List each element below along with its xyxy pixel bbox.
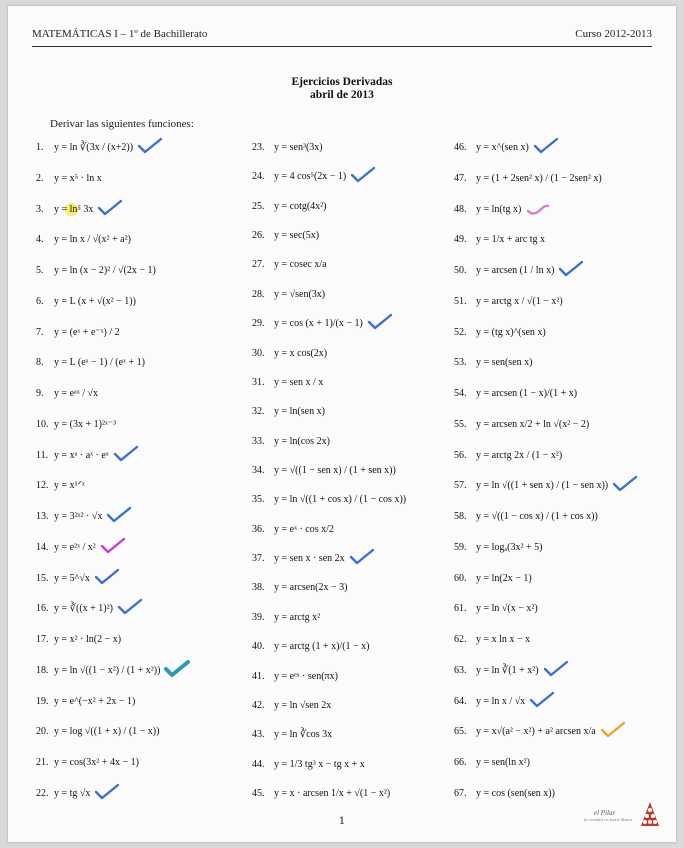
exercise-formula: y = x · arcsen 1/x + √(1 − x²) xyxy=(274,788,391,799)
exercise-item xyxy=(36,419,116,431)
pilar-logo-icon xyxy=(640,801,660,827)
exercise-number: 22. xyxy=(36,788,49,799)
exercise-number: 64. xyxy=(454,695,467,707)
checkmark-icon xyxy=(113,445,139,463)
checkmark-icon xyxy=(533,137,559,155)
exercise-number: 67. xyxy=(454,788,467,799)
exercise-item xyxy=(454,726,596,738)
exercise-item xyxy=(36,173,102,185)
exercise-formula: y = ln x / √x xyxy=(476,695,526,707)
exercise-item xyxy=(454,142,529,154)
exercise-number: 62. xyxy=(454,634,467,646)
checkmark-icon xyxy=(94,783,120,801)
checkmark-icon xyxy=(97,199,123,217)
exercise-number: 58. xyxy=(454,511,467,523)
exercise-formula: y = arcsen x/2 + ln √(x² − 2) xyxy=(476,418,590,430)
exercise-item xyxy=(252,201,327,213)
exercise-number: 50. xyxy=(454,265,467,277)
document-title xyxy=(8,76,676,102)
exercise-formula: y = ln x / √(x² + a²) xyxy=(54,234,131,246)
exercise-number: 36. xyxy=(252,523,265,535)
exercise-item xyxy=(454,204,521,216)
exercise-item xyxy=(454,234,545,246)
exercise-formula: y = ln √((1 + sen x) / (1 − sen x)) xyxy=(476,480,609,492)
exercise-formula: y = log √((1 + x) / (1 − x)) xyxy=(54,726,160,738)
exercise-formula: y = ∛((x + 1)²) xyxy=(54,603,113,615)
exercise-formula: y = sen x / x xyxy=(274,376,324,388)
exercise-number: 33. xyxy=(252,435,265,447)
exercise-formula: y = e^(−x² + 2x − 1) xyxy=(54,695,136,707)
checkmark-icon xyxy=(100,537,126,555)
exercise-number: 57. xyxy=(454,480,467,492)
exercise-item xyxy=(252,582,347,594)
exercise-number: 45. xyxy=(252,788,265,799)
checkmark-icon xyxy=(612,475,638,493)
exercise-number: 9. xyxy=(36,388,44,400)
checkmark-icon xyxy=(350,166,376,184)
exercise-item xyxy=(454,511,598,523)
exercise-item xyxy=(454,357,532,369)
exercise-formula: y = cosec x/a xyxy=(274,259,327,271)
exercise-formula: y = arctg x² xyxy=(274,611,321,623)
exercise-formula: y = ln(cos 2x) xyxy=(274,435,330,447)
exercise-item xyxy=(36,603,113,615)
exercise-item xyxy=(252,553,345,565)
school-logo xyxy=(584,801,662,829)
title-line-2: abril de 2013 xyxy=(310,89,374,101)
exercise-item xyxy=(454,327,546,339)
exercise-formula: y = (3x + 1)²ˣ⁻³ xyxy=(54,418,117,430)
exercise-formula: y = L (eˣ − 1) / (eˣ + 1) xyxy=(54,357,145,369)
checkmark-icon xyxy=(525,199,551,217)
header-rule xyxy=(32,46,652,47)
exercise-formula: y = arctg 2x / (1 − x²) xyxy=(476,449,563,461)
exercise-formula: y = eᵉˣ · sen(πx) xyxy=(274,670,338,682)
exercise-item xyxy=(36,327,120,339)
exercise-number: 26. xyxy=(252,230,265,242)
exercise-number: 38. xyxy=(252,582,265,594)
exercise-item xyxy=(454,388,577,400)
exercise-formula: y = sen(sen x) xyxy=(476,357,533,369)
exercise-item xyxy=(36,204,93,216)
exercise-item xyxy=(36,696,135,708)
exercise-formula: y = cos(3x² + 4x − 1) xyxy=(54,757,139,769)
checkmark-icon xyxy=(529,691,555,709)
checkmark-icon xyxy=(558,260,584,278)
exercise-number: 61. xyxy=(454,603,467,615)
exercise-item xyxy=(36,757,139,769)
exercise-number: 25. xyxy=(252,200,265,212)
exercise-formula: y = x cos(2x) xyxy=(274,347,328,359)
document-page xyxy=(8,6,676,842)
exercise-number: 59. xyxy=(454,541,467,553)
exercise-number: 44. xyxy=(252,758,265,770)
exercise-number: 43. xyxy=(252,729,265,741)
exercise-number: 5. xyxy=(36,265,44,277)
exercise-item xyxy=(454,173,602,185)
exercise-item xyxy=(36,234,131,246)
exercise-item xyxy=(252,142,323,154)
exercise-formula: y = ln (x − 2)² / √(2x − 1) xyxy=(54,265,156,277)
exercise-item xyxy=(252,259,327,271)
exercise-number: 27. xyxy=(252,259,265,271)
exercise-item xyxy=(252,759,365,771)
exercise-item xyxy=(36,265,156,277)
exercise-number: 17. xyxy=(36,634,49,646)
exercise-number: 14. xyxy=(36,541,49,553)
exercise-formula: y = 1/3 tg³ x − tg x + x xyxy=(274,758,365,770)
exercise-formula: y = logₐ(3x² + 5) xyxy=(476,541,543,553)
exercise-formula: y = ln(tg x) xyxy=(476,203,522,215)
checkmark-icon xyxy=(600,721,626,739)
exercise-formula: y = cotg(4x²) xyxy=(274,200,327,212)
exercise-formula: y = ln⁵ 3x xyxy=(54,203,94,215)
exercise-number: 63. xyxy=(454,664,467,676)
exercise-number: 47. xyxy=(454,172,467,184)
exercise-formula: y = sec(5x) xyxy=(274,230,320,242)
exercise-number: 15. xyxy=(36,572,49,584)
exercise-number: 6. xyxy=(36,295,44,307)
exercise-number: 34. xyxy=(252,465,265,476)
exercise-number: 24. xyxy=(252,171,265,183)
exercise-formula: y = arctg (1 + x)/(1 − x) xyxy=(274,641,370,653)
exercise-number: 3. xyxy=(36,203,44,215)
exercise-number: 21. xyxy=(36,757,49,769)
exercise-formula: y = √sen(3x) xyxy=(274,288,326,300)
exercise-formula: y = x^(sen x) xyxy=(476,142,529,153)
exercise-item xyxy=(36,542,96,554)
exercise-item xyxy=(454,603,538,615)
exercise-number: 40. xyxy=(252,641,265,653)
exercise-item xyxy=(454,480,608,492)
exercise-formula: y = ln √(x − x²) xyxy=(476,603,538,615)
exercise-item xyxy=(252,348,327,360)
exercise-number: 11. xyxy=(36,449,49,461)
exercise-formula: y = e²ˣ / x² xyxy=(54,541,96,553)
exercise-formula: y = x¹ᐟˣ xyxy=(54,480,85,492)
exercise-item xyxy=(252,436,330,448)
exercise-item xyxy=(36,634,121,646)
exercise-formula: y = ln ∛(3x / (x+2)) xyxy=(54,142,134,153)
title-line-1: Ejercicios Derivadas xyxy=(291,76,393,88)
exercise-item xyxy=(36,665,160,677)
exercise-number: 13. xyxy=(36,511,49,523)
exercise-number: 48. xyxy=(454,203,467,215)
exercise-formula: y = ln √((1 − x²) / (1 + x²)) xyxy=(54,664,161,676)
exercise-formula: y = xᵃ · aˣ · eˣ xyxy=(54,449,109,461)
exercise-number: 12. xyxy=(36,480,49,492)
exercise-item xyxy=(36,511,102,523)
exercise-item xyxy=(36,357,145,369)
exercise-formula: y = 5^√x xyxy=(54,572,90,584)
checkmark-icon xyxy=(94,568,120,586)
checkmark-icon xyxy=(349,548,375,566)
exercise-formula: y = cos (x + 1)/(x − 1) xyxy=(274,318,363,330)
exercise-item xyxy=(454,665,539,677)
exercise-number: 37. xyxy=(252,553,265,565)
exercise-formula: y = 4 cos⁵(2x − 1) xyxy=(274,171,347,183)
logo-name: el Pilar xyxy=(594,809,616,817)
exercise-item xyxy=(252,171,346,183)
exercise-number: 32. xyxy=(252,406,265,418)
exercise-item xyxy=(252,406,325,418)
exercise-formula: y = sen(ln x²) xyxy=(476,757,530,769)
exercise-item xyxy=(454,696,525,708)
exercise-item xyxy=(36,573,90,585)
exercise-formula: y = x² · ln(2 − x) xyxy=(54,634,122,646)
exercise-formula: y = ln(2x − 1) xyxy=(476,572,532,584)
exercise-formula: y = L (x + √(x² − 1)) xyxy=(54,295,136,307)
exercise-formula: y = ln ∛(1 + x²) xyxy=(476,664,539,676)
exercise-formula: y = eᵃˣ / √x xyxy=(54,388,98,400)
exercise-item xyxy=(252,289,325,301)
exercise-item xyxy=(454,296,563,308)
exercise-number: 7. xyxy=(36,326,44,338)
checkmark-icon xyxy=(543,660,569,678)
exercise-number: 4. xyxy=(36,234,44,246)
checkmark-icon xyxy=(106,506,132,524)
exercise-formula: y = sen x · sen 2x xyxy=(274,553,345,565)
exercise-number: 31. xyxy=(252,376,265,388)
exercise-item xyxy=(252,788,390,800)
exercise-number: 66. xyxy=(454,757,467,769)
exercise-number: 54. xyxy=(454,388,467,400)
exercise-formula: y = x ln x − x xyxy=(476,634,531,646)
exercise-number: 46. xyxy=(454,142,467,153)
exercise-item xyxy=(36,388,98,400)
exercise-number: 19. xyxy=(36,695,49,707)
exercise-number: 23. xyxy=(252,142,265,153)
exercise-formula: y = 3²ˣ² · √x xyxy=(54,511,103,523)
exercise-number: 53. xyxy=(454,357,467,369)
exercise-formula: y = arcsen(2x − 3) xyxy=(274,582,348,594)
exercise-number: 16. xyxy=(36,603,49,615)
exercise-item xyxy=(454,757,530,769)
exercise-item xyxy=(36,450,109,462)
exercise-number: 2. xyxy=(36,172,44,184)
exercise-number: 65. xyxy=(454,726,467,738)
page-number: 1 xyxy=(338,816,346,827)
exercise-formula: y = eˣ · cos x/2 xyxy=(274,523,334,535)
exercise-item xyxy=(252,524,334,536)
exercise-formula: y = arctg x / √(1 − x²) xyxy=(476,295,563,307)
exercise-formula: y = x√(a² − x²) + a² arcsen x/a xyxy=(476,726,596,738)
exercise-number: 28. xyxy=(252,288,265,300)
exercise-number: 10. xyxy=(36,418,49,430)
header-school-year: Curso 2012-2013 xyxy=(575,28,652,40)
logo-tagline: la verdad os hará libres xyxy=(584,817,632,822)
exercise-formula: y = arcsen (1 / ln x) xyxy=(476,265,555,277)
checkmark-icon xyxy=(117,598,143,616)
exercise-item xyxy=(454,788,555,800)
exercise-item xyxy=(454,634,530,646)
exercise-item xyxy=(36,480,85,492)
exercise-formula: y = (1 + 2sen² x) / (1 − 2sen² x) xyxy=(476,172,602,184)
exercise-number: 20. xyxy=(36,726,49,738)
exercise-number: 41. xyxy=(252,670,265,682)
exercise-number: 18. xyxy=(36,664,49,676)
instructions: Derivar las siguientes funciones: xyxy=(50,118,194,130)
exercise-formula: y = ln ∛cos 3x xyxy=(274,729,333,741)
header-course-title: MATEMÁTICAS I – 1º de Bachillerato xyxy=(32,28,208,40)
exercise-formula: y = arcsen (1 − x)/(1 + x) xyxy=(476,388,578,400)
exercise-number: 52. xyxy=(454,326,467,338)
exercise-number: 60. xyxy=(454,572,467,584)
exercise-item xyxy=(252,465,396,477)
exercise-formula: y = ln √((1 + cos x) / (1 − cos x)) xyxy=(274,494,407,506)
exercise-formula: y = ln √sen 2x xyxy=(274,699,332,711)
exercise-item xyxy=(252,494,406,506)
exercise-number: 29. xyxy=(252,318,265,330)
exercise-item xyxy=(454,573,532,585)
exercise-item xyxy=(36,296,136,308)
exercise-item xyxy=(252,700,331,712)
exercise-number: 1. xyxy=(36,142,44,153)
exercise-formula: y = (tg x)^(sen x) xyxy=(476,326,546,338)
exercise-number: 51. xyxy=(454,295,467,307)
exercise-formula: y = √((1 − cos x) / (1 + cos x)) xyxy=(476,511,598,523)
exercise-item xyxy=(454,450,562,462)
exercise-formula: y = tg √x xyxy=(54,788,91,799)
exercise-item xyxy=(36,142,133,154)
exercise-formula: y = sen³(3x) xyxy=(274,142,323,153)
exercise-number: 42. xyxy=(252,699,265,711)
exercise-formula: y = √((1 − sen x) / (1 + sen x)) xyxy=(274,465,396,476)
exercise-number: 30. xyxy=(252,347,265,359)
exercise-formula: y = x⁵ · ln x xyxy=(54,172,102,184)
exercise-item xyxy=(36,788,90,800)
exercise-number: 56. xyxy=(454,449,467,461)
exercise-formula: y = ln(sen x) xyxy=(274,406,325,418)
exercise-item xyxy=(454,419,589,431)
exercise-item xyxy=(252,641,370,653)
checkmark-icon xyxy=(137,137,163,155)
checkmark-icon xyxy=(367,313,393,331)
exercise-item xyxy=(252,612,320,624)
exercise-formula: y = (eˣ + e⁻ˣ) / 2 xyxy=(54,326,120,338)
exercise-number: 55. xyxy=(454,418,467,430)
exercise-item xyxy=(252,671,338,683)
exercise-item xyxy=(252,230,319,242)
exercise-formula: y = cos (sen(sen x)) xyxy=(476,788,555,799)
exercise-number: 35. xyxy=(252,494,265,506)
exercise-item xyxy=(252,318,363,330)
exercise-item xyxy=(252,729,332,741)
checkmark-icon xyxy=(164,660,190,678)
exercise-number: 8. xyxy=(36,357,44,369)
exercise-item xyxy=(252,377,323,389)
exercise-number: 39. xyxy=(252,611,265,623)
exercise-number: 49. xyxy=(454,234,467,246)
exercise-item xyxy=(36,726,159,738)
exercise-item xyxy=(454,542,542,554)
exercise-item xyxy=(454,265,554,277)
exercise-formula: y = 1/x + arc tg x xyxy=(476,234,546,246)
